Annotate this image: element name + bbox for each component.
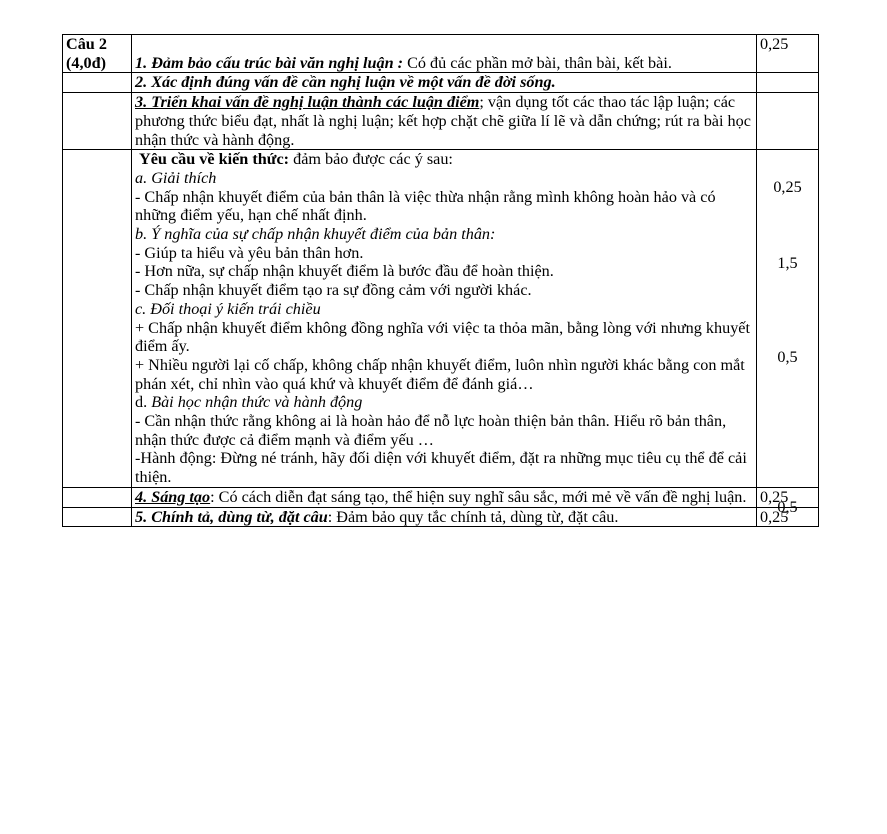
section-a-title: a. Giải thích <box>135 168 217 187</box>
rubric-row-structure <box>63 35 819 73</box>
rubric-row-spelling <box>63 507 819 527</box>
criterion-heading: 3. Triển khai vấn đề nghị luận thành các luận điểm <box>135 93 480 112</box>
score-cell <box>757 35 819 73</box>
criterion-cell <box>132 35 757 73</box>
criterion-heading: 5. Chính tả, dùng từ, đặt câu <box>135 507 328 526</box>
criterion-heading: 1. Đảm bảo cấu trúc bài văn nghị luận : <box>135 53 404 72</box>
question-points: (4,0đ) <box>66 53 107 72</box>
empty-label-cell <box>63 487 132 507</box>
rubric-row-knowledge <box>63 150 819 488</box>
criterion-cell <box>132 487 757 507</box>
knowledge-cell <box>132 150 757 488</box>
section-c-line: + Chấp nhận khuyết điểm không đồng nghĩa với việc ta thỏa mãn, bằng lòng với nhưng khuyết điểm ấy. <box>135 318 750 356</box>
rubric-row-topic <box>63 73 819 93</box>
empty-label-cell <box>63 93 132 150</box>
criterion-text: Có đủ các phần mở bài, thân bài, kết bài. <box>403 53 672 72</box>
grading-rubric-table <box>62 34 819 527</box>
section-a-score: 0,25 <box>773 178 802 197</box>
section-d-title: Bài học nhận thức và hành động <box>151 393 363 412</box>
section-b-title: b. Ý nghĩa của sự chấp nhận khuyết điểm của bản thân: <box>135 225 496 244</box>
section-c-title: c. Đối thoại ý kiến trái chiều <box>135 299 321 318</box>
section-b-line: - Giúp ta hiểu và yêu bản thân hơn. <box>135 243 364 262</box>
section-d-line: - Cần nhận thức rằng không ai là hoàn hảo để nỗ lực hoàn thiện bản thân. Hiểu rõ bản thân, nhận thức được cả điểm mạnh và điểm yếu … <box>135 412 727 449</box>
question-label: Câu 2 <box>66 35 107 53</box>
criterion-heading: 2. Xác định đúng vấn đề cần nghị luận về một vấn đề đời sống. <box>135 73 556 92</box>
section-d-score: 0,5 <box>777 498 798 517</box>
criterion-cell <box>132 73 757 93</box>
empty-label-cell <box>63 73 132 93</box>
criterion-text: : Đảm bảo quy tắc chính tả, dùng từ, đặt câu. <box>327 507 619 526</box>
criterion-cell <box>132 507 757 527</box>
rubric-row-argument <box>63 93 819 150</box>
knowledge-intro-text: đảm bảo được các ý sau: <box>289 150 453 169</box>
rubric-row-creativity <box>63 487 819 507</box>
section-d-line: -Hành động: Đừng né tránh, hãy đối diện với khuyết điểm, đặt ra những mục tiêu cụ thể để cải thiện. <box>135 449 747 487</box>
score-value: 0,25 <box>760 35 789 53</box>
criterion-text: : Có cách diễn đạt sáng tạo, thể hiện suy nghĩ sâu sắc, mới mẻ về vấn đề nghị luận. <box>210 487 747 506</box>
knowledge-intro-heading: Yêu cầu về kiến thức: <box>139 150 290 169</box>
criterion-cell <box>132 93 757 150</box>
question-label-cell <box>63 35 132 73</box>
score-value: 0,25 <box>760 487 789 506</box>
criterion-text: ; vận dụng tốt các thao tác lập luận; các phương thức biểu đạt, nhất là nghị luận; kết hợp chặt chẽ giữa lí lẽ và dẫn chứng; rút ra bài học nhận thức và hành động. <box>135 93 751 149</box>
criterion-heading: 4. Sáng tạo <box>135 487 211 506</box>
section-b-line: - Hơn nữa, sự chấp nhận khuyết điểm là bước đầu để hoàn thiện. <box>135 262 554 281</box>
score-cell <box>757 73 819 93</box>
empty-label-cell <box>63 507 132 527</box>
section-b-line: - Chấp nhận khuyết điểm tạo ra sự đồng cảm với người khác. <box>135 281 532 300</box>
score-value: 0,25 <box>760 507 789 526</box>
section-c-line: + Nhiều người lại cố chấp, không chấp nhận khuyết điểm, luôn nhìn người khác bằng con mắt phán xét, chỉ nhìn vào quá khứ và khuyết điểm để đánh giá… <box>135 355 745 393</box>
section-a-line: - Chấp nhận khuyết điểm của bản thân là việc thừa nhận rằng mình không hoàn hảo và có những điểm yếu, hạn chế nhất định. <box>135 187 716 225</box>
section-c-score: 0,5 <box>777 348 798 367</box>
empty-label-cell <box>63 150 132 488</box>
section-b-score: 1,5 <box>777 254 798 273</box>
section-d-prefix: d. <box>135 393 152 412</box>
knowledge-score-cell <box>757 150 819 517</box>
score-cell <box>757 93 819 150</box>
